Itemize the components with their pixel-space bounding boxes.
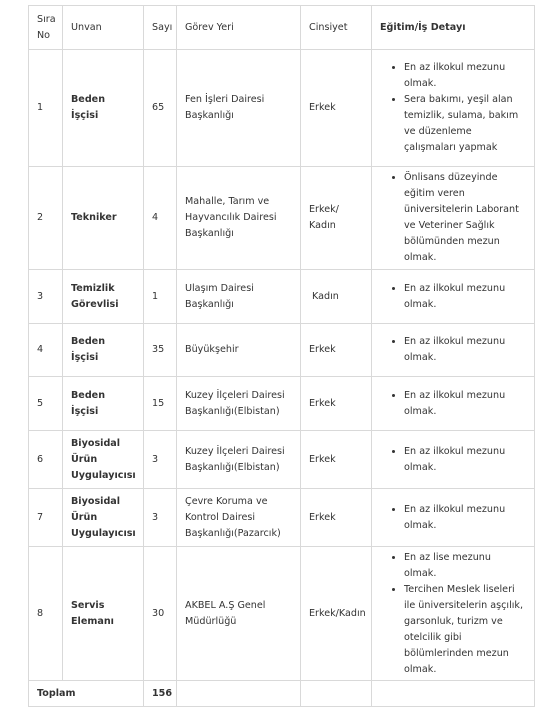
cell-unvan: Tekniker [63,167,144,270]
cell-no: 5 [29,377,63,431]
cell-unvan: Biyosidal Ürün Uygulayıcısı [63,431,144,489]
empty-cell [177,681,301,707]
header-no: Sıra No [29,6,63,50]
cell-no: 4 [29,324,63,377]
table-row [29,270,535,324]
cell-detay [372,167,535,270]
cell-detay [372,270,535,324]
cell-cinsiyet: Erkek/Kadın [301,547,372,681]
header-unvan: Unvan [63,6,144,50]
table-row [29,547,535,681]
cell-no: 1 [29,50,63,167]
table-row [29,167,535,270]
empty-cell [301,681,372,707]
detay-item: • En az ilkokul mezunu olmak. [404,334,526,366]
table-row [29,431,535,489]
cell-gorev-yeri: Fen İşleri Dairesi Başkanlığı [177,50,301,167]
detay-item: • En az ilkokul mezunu olmak. [404,502,526,534]
cell-unvan: Beden İşçisi [63,50,144,167]
detay-item: • Önlisans düzeyinde eğitim veren üniversitelerin Laborant ve Veteriner Sağlık bölümünden mezun olmak. [404,170,526,266]
header-egitim: Eğitim/İş Detayı [372,6,535,50]
cell-cinsiyet: Erkek [301,431,372,489]
header-row [29,6,535,50]
table-row [29,50,535,167]
cell-gorev-yeri: Ulaşım Dairesi Başkanlığı [177,270,301,324]
detay-item: • En az ilkokul mezunu olmak. [404,281,526,313]
detay-item: • Sera bakımı, yeşil alan temizlik, sulama, bakım ve düzenleme çalışmaları yapmak [404,92,526,156]
cell-unvan: Beden İşçisi [63,377,144,431]
detay-item: • En az ilkokul mezunu olmak. [404,60,526,92]
cell-cinsiyet: Erkek [301,489,372,547]
cell-no: 7 [29,489,63,547]
cell-detay [372,50,535,167]
detay-item: • Tercihen Meslek liseleri ile üniversitelerin aşçılık, garsonluk, turizm ve otelcilik gibi bölümlerinden mezun olmak. [404,582,526,678]
cell-sayi: 4 [144,167,177,270]
cell-cinsiyet: Erkek [301,50,372,167]
header-sayi: Sayı [144,6,177,50]
cell-unvan: Temizlik Görevlisi [63,270,144,324]
cell-no: 8 [29,547,63,681]
cell-cinsiyet: Erkek [301,324,372,377]
empty-cell [372,681,535,707]
cell-gorev-yeri: Kuzey İlçeleri Dairesi Başkanlığı(Elbistan) [177,431,301,489]
cell-no: 2 [29,167,63,270]
cell-unvan: Biyosidal Ürün Uygulayıcısı [63,489,144,547]
cell-gorev-yeri: Çevre Koruma ve Kontrol Dairesi Başkanlığı(Pazarcık) [177,489,301,547]
cell-sayi: 3 [144,431,177,489]
cell-detay [372,489,535,547]
cell-gorev-yeri: Büyükşehir [177,324,301,377]
cell-detay [372,377,535,431]
cell-detay [372,547,535,681]
detay-item: • En az ilkokul mezunu olmak. [404,444,526,476]
header-cinsiyet: Cinsiyet [301,6,372,50]
total-row [29,681,535,707]
cell-no: 6 [29,431,63,489]
header-gorev-yeri: Görev Yeri [177,6,301,50]
table-row [29,489,535,547]
detay-item: • En az lise mezunu olmak. [404,550,526,582]
cell-sayi: 1 [144,270,177,324]
cell-no: 3 [29,270,63,324]
cell-detay [372,324,535,377]
cell-detay [372,431,535,489]
cell-cinsiyet: Erkek [301,377,372,431]
cell-gorev-yeri: AKBEL A.Ş Genel Müdürlüğü [177,547,301,681]
total-label: Toplam [29,681,144,707]
cell-sayi: 65 [144,50,177,167]
cell-sayi: 3 [144,489,177,547]
cell-cinsiyet: Kadın [301,270,372,324]
cell-cinsiyet: Erkek/ Kadın [301,167,372,270]
recruitment-table [28,5,535,707]
detay-item: • En az ilkokul mezunu olmak. [404,388,526,420]
table-row [29,377,535,431]
cell-gorev-yeri: Mahalle, Tarım ve Hayvancılık Dairesi Başkanlığı [177,167,301,270]
cell-sayi: 30 [144,547,177,681]
cell-unvan: Servis Elemanı [63,547,144,681]
cell-gorev-yeri: Kuzey İlçeleri Dairesi Başkanlığı(Elbistan) [177,377,301,431]
cell-unvan: Beden İşçisi [63,324,144,377]
total-value: 156 [144,681,177,707]
table-row [29,324,535,377]
cell-sayi: 35 [144,324,177,377]
cell-sayi: 15 [144,377,177,431]
